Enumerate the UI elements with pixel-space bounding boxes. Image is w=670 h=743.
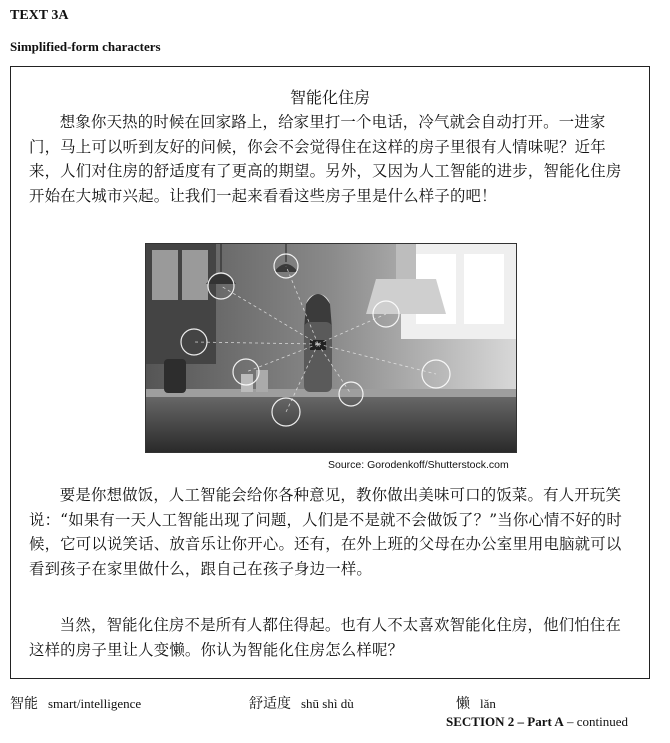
glossary-item bbox=[249, 693, 354, 713]
paragraph-3: 当然，智能化住房不是所有人都住得起。也有人不太喜欢智能化住房，他们怕住在这样的房子里让人变懒。你认为智能化住房怎么样呢？ bbox=[29, 616, 622, 659]
subtitle: Simplified-form characters bbox=[10, 39, 161, 54]
section-footer bbox=[446, 714, 628, 730]
paragraph-1: 想象你天热的时候在回家路上，给家里打一个电话，冷气就会自动打开。一进家门，马上可以听到友好的问候，你会不会觉得住在这样的房子里很有人情味呢？近年来，人们对住房的舒适度有了更高的期望。另外，又因为人工智能的进步，智能化住房开始在大城市兴起。让我们一起来看看这些房子里是什么样子的吧！ bbox=[29, 113, 622, 205]
paragraph-2: 要是你想做饭，人工智能会给你各种意见，教你做出美味可口的饭菜。有人开玩笑说：“如果有一天人工智能出现了问题，人们是不是就不会做饭了？”当你心情不好的时候，它可以说笑话、放音乐让你开心。还有，在外上班的父母在办公室里用电脑就可以看到孩子在家里做什么，跟自己在孩子身边一样。 bbox=[29, 486, 622, 578]
glossary-term: 懒 bbox=[456, 696, 470, 712]
article-title: 智能化住房 bbox=[289, 88, 370, 107]
continued-note: – continued bbox=[566, 714, 628, 729]
photo-source: Source: Gorodenkoff/Shutterstock.com bbox=[328, 459, 509, 471]
glossary-meaning: smart/intelligence bbox=[48, 696, 142, 711]
article-box bbox=[10, 66, 650, 679]
glossary-meaning: lǎn bbox=[480, 696, 496, 711]
glossary-term: 智能 bbox=[10, 696, 38, 712]
glossary-term: 舒适度 bbox=[249, 696, 291, 712]
smart-home-photo bbox=[145, 243, 517, 453]
text-label: TEXT 3A bbox=[10, 8, 69, 23]
glossary-item bbox=[10, 693, 141, 713]
glossary-item bbox=[456, 693, 496, 713]
section-label: SECTION 2 – Part A bbox=[446, 714, 564, 729]
glossary-meaning: shū shì dù bbox=[301, 696, 354, 711]
